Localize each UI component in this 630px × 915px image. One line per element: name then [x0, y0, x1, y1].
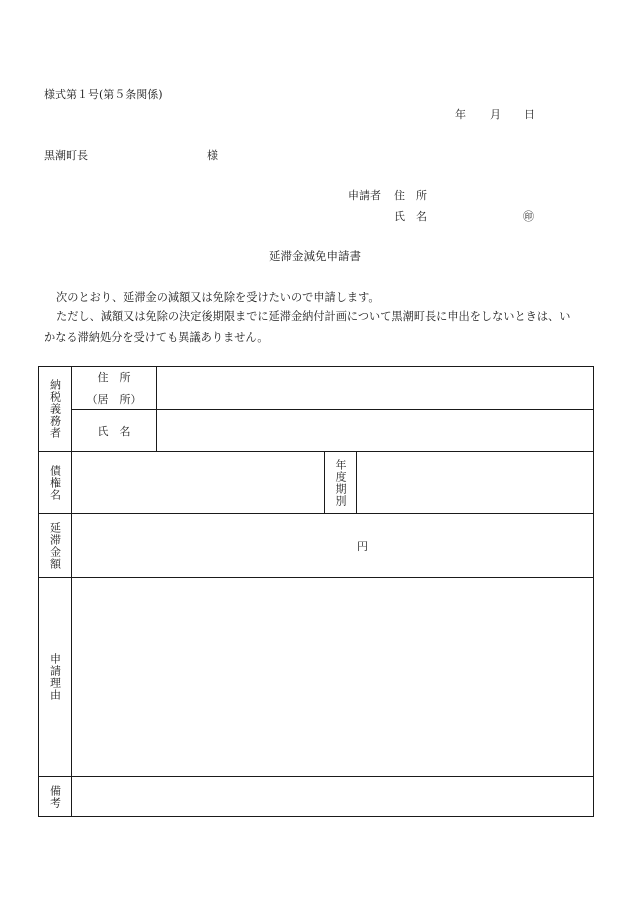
residence-label: （居 所） — [86, 393, 142, 406]
claim-name-field[interactable] — [72, 452, 325, 514]
body-line-1: 次のとおり、延滞金の減額又は免除を受けたいので申請します。 — [56, 291, 380, 304]
application-form-table — [38, 366, 594, 817]
date-year-label: 年 — [455, 108, 466, 121]
claim-name-label-cell — [39, 452, 72, 514]
taxpayer-label-cell — [39, 367, 72, 452]
reason-label: 申請理由 — [48, 653, 62, 701]
applicant-address-label: 住 所 — [394, 189, 427, 202]
yen-unit: 円 — [357, 539, 368, 553]
applicant-name-label: 氏 名 — [394, 210, 427, 223]
delinquent-amount-label-cell — [39, 514, 72, 578]
date-month-label: 月 — [490, 108, 501, 121]
claim-name-label: 債権名 — [48, 464, 62, 501]
delinquent-amount-field[interactable] — [72, 514, 594, 578]
taxpayer-label: 納税義務者 — [48, 379, 62, 439]
body-line-2: ただし、減額又は免除の決定後期限までに延滞金納付計画について黒潮町長に申出をしないときは、い — [56, 310, 571, 323]
name-label: 氏 名 — [97, 424, 131, 438]
fiscal-period-label: 年度期別 — [334, 458, 347, 507]
remarks-field[interactable] — [72, 777, 594, 817]
body-line-3: かなる滞納処分を受けても異議ありません。 — [44, 331, 269, 344]
addressee: 黒潮町長 — [44, 149, 88, 162]
form-number: 様式第１号(第５条関係) — [44, 88, 163, 101]
honorific: 様 — [207, 149, 218, 162]
address-label-cell — [72, 367, 157, 410]
name-label-cell — [72, 410, 157, 452]
address-field[interactable] — [157, 367, 594, 410]
fiscal-period-label-cell — [325, 452, 357, 514]
delinquent-amount-label: 延滞金額 — [48, 521, 62, 570]
applicant-label: 申請者 — [348, 189, 381, 202]
fiscal-period-field[interactable] — [357, 452, 594, 514]
document-title: 延滞金減免申請書 — [269, 249, 361, 263]
remarks-label: 備考 — [48, 784, 62, 809]
reason-label-cell — [39, 578, 72, 777]
date-day-label: 日 — [524, 108, 535, 121]
remarks-label-cell — [39, 777, 72, 817]
name-field[interactable] — [157, 410, 594, 452]
seal-mark: ㊞ — [523, 210, 534, 223]
reason-field[interactable] — [72, 578, 594, 777]
address-label: 住 所 — [97, 371, 131, 384]
